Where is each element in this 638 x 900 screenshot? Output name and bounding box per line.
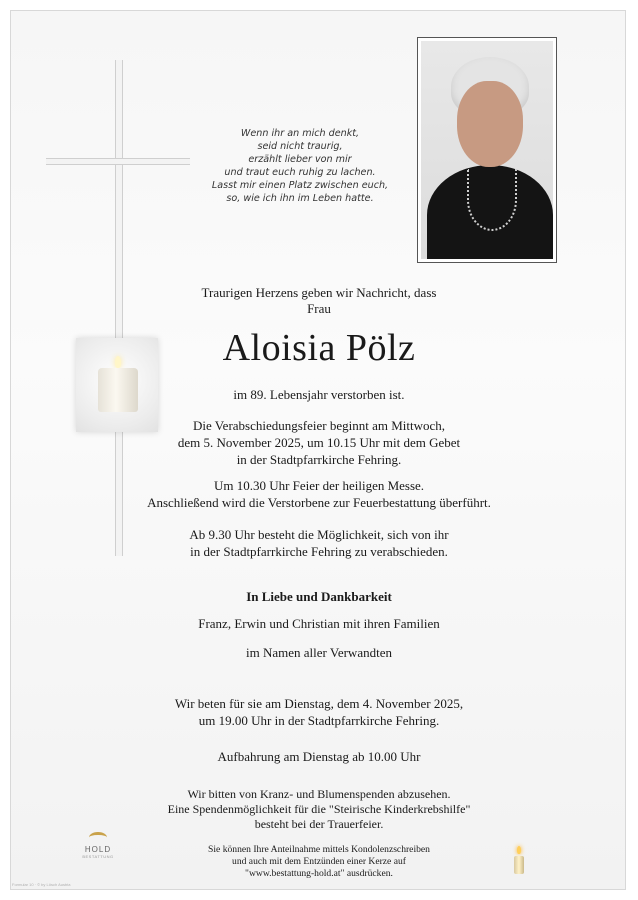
viewing-line: Ab 9.30 Uhr besteht die Möglichkeit, sich von ihr bbox=[189, 527, 449, 542]
poem-line: seid nicht traurig, bbox=[257, 141, 343, 152]
donation-line: Eine Spendenmöglichkeit für die "Steirische Kinderkrebshilfe" bbox=[167, 802, 471, 816]
love-heading: In Liebe und Dankbarkeit bbox=[246, 589, 392, 604]
intro-line: Frau bbox=[307, 301, 331, 316]
hold-logo bbox=[80, 832, 116, 859]
viewing-line: in der Stadtpfarrkirche Fehring zu verabschieden. bbox=[190, 544, 448, 559]
donation-line: besteht bei der Trauerfeier. bbox=[254, 817, 384, 831]
intro-line: Traurigen Herzens geben wir Nachricht, dass bbox=[201, 285, 437, 300]
mass-line: Anschließend wird die Verstorbene zur Feuerbestattung überführt. bbox=[147, 495, 491, 510]
family-line: Franz, Erwin und Christian mit ihren Familien bbox=[198, 616, 440, 631]
donation-line: Wir bitten von Kranz- und Blumenspenden abzusehen. bbox=[187, 787, 451, 801]
logo-icon bbox=[89, 832, 107, 843]
prayer-line: um 19.00 Uhr in der Stadtpfarrkirche Fehring. bbox=[198, 713, 440, 728]
farewell-line: in der Stadtpfarrkirche Fehring. bbox=[236, 452, 402, 467]
portrait-image bbox=[421, 41, 553, 259]
laying-out-line: Aufbahrung am Dienstag ab 10.00 Uhr bbox=[217, 749, 421, 764]
small-candle-icon bbox=[513, 846, 525, 874]
condolence-line: Sie können Ihre Anteilnahme mittels Kondolenzschreiben bbox=[208, 844, 430, 855]
portrait-face bbox=[457, 81, 523, 167]
small-candle-body bbox=[514, 856, 524, 874]
mass-line: Um 10.30 Uhr Feier der heiligen Messe. bbox=[213, 478, 425, 493]
portrait-photo bbox=[417, 37, 557, 263]
portrait-necklace bbox=[467, 169, 517, 231]
condolence-line: "www.bestattung-hold.at" ausdrücken. bbox=[245, 868, 393, 879]
poem-line: Lasst mir einen Platz zwischen euch, bbox=[211, 180, 389, 191]
farewell-line: Die Verabschiedungsfeier beginnt am Mittwoch, bbox=[192, 418, 446, 433]
small-candle-flame bbox=[517, 846, 521, 854]
prayer-line: Wir beten für sie am Dienstag, dem 4. November 2025, bbox=[174, 696, 464, 711]
cross-bar bbox=[46, 158, 190, 165]
deceased-name: Aloisia Pölz bbox=[222, 327, 416, 369]
logo-name: HOLD bbox=[84, 845, 112, 854]
farewell-line: dem 5. November 2025, um 10.15 Uhr mit dem Gebet bbox=[177, 435, 461, 450]
poem-line: Wenn ihr an mich denkt, bbox=[240, 128, 360, 139]
memorial-poem bbox=[200, 127, 400, 205]
age-line: im 89. Lebensjahr verstorben ist. bbox=[233, 387, 405, 402]
relatives-line: im Namen aller Verwandten bbox=[246, 645, 392, 660]
footnote: Formular 10 · © by Lösch Austria bbox=[12, 882, 71, 887]
condolence-line: und auch mit dem Entzünden einer Kerze auf bbox=[232, 856, 406, 867]
poem-line: so, wie ich ihn im Leben hatte. bbox=[226, 193, 374, 204]
poem-line: erzählt lieber von mir bbox=[248, 154, 352, 165]
poem-line: und traut euch ruhig zu lachen. bbox=[224, 167, 376, 178]
logo-subtitle: BESTATTUNG bbox=[82, 854, 114, 859]
